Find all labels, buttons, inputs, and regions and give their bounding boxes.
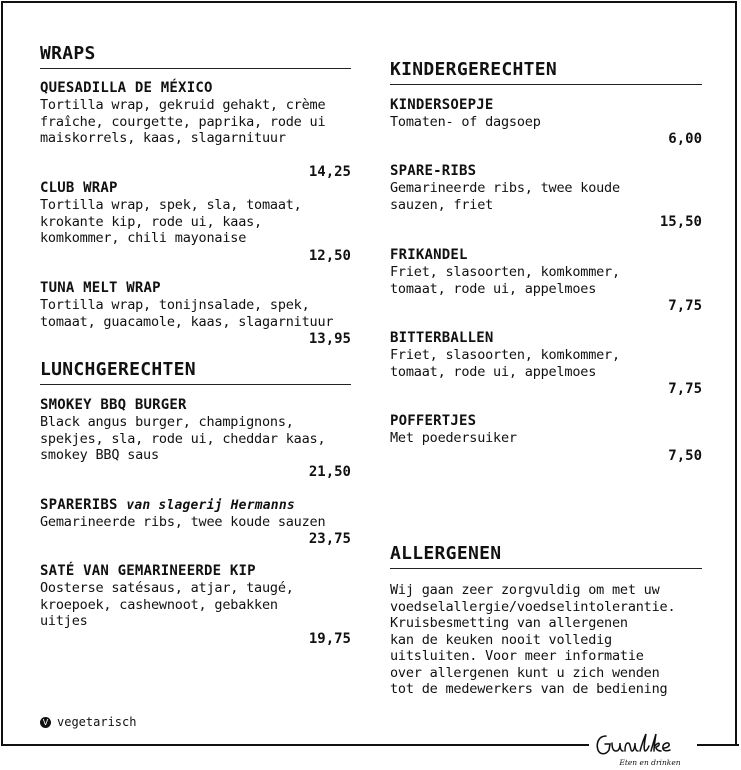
item-name-main: SPARERIBS — [40, 497, 118, 513]
menu-item-poffertjes — [390, 413, 702, 447]
item-description: Tortilla wrap, gekruid gehakt, crème fraîche, courgette, paprika, rode ui maiskorrels, kaas, slagarnituur — [40, 97, 326, 146]
item-name: POFFERTJES — [390, 413, 477, 429]
item-price: 14,25 — [308, 164, 351, 180]
item-price: 13,95 — [308, 331, 351, 347]
item-price: 15,50 — [659, 214, 702, 230]
item-price: 21,50 — [308, 464, 351, 480]
item-description: Gemarineerde ribs, twee koude sauzen, friet — [390, 180, 620, 213]
item-name: TUNA MELT WRAP — [40, 280, 161, 296]
item-name — [40, 497, 351, 514]
item-price: 12,50 — [308, 248, 351, 264]
item-description: Black angus burger, champignons, spekjes, sla, rode ui, cheddar kaas, smokey BBQ saus — [40, 414, 326, 463]
menu-item-club-wrap — [40, 180, 351, 247]
item-name: BITTERBALLEN — [390, 330, 494, 346]
menu-item-quesadilla — [40, 80, 351, 147]
item-price: 23,75 — [308, 531, 351, 547]
menu-item-bitterballen — [390, 330, 702, 380]
menu-item-spareribs — [40, 497, 351, 531]
item-name: SATÉ VAN GEMARINEERDE KIP — [40, 563, 256, 579]
menu-item-tuna-melt-wrap — [40, 280, 351, 330]
item-name: SPARE-RIBS — [390, 163, 477, 179]
menu-item-sate-kip — [40, 563, 351, 630]
menu-item-frikandel — [390, 247, 702, 297]
item-description: Friet, slasoorten, komkommer, tomaat, rode ui, appelmoes — [390, 264, 620, 297]
item-description: Tortilla wrap, tonijnsalade, spek, tomaat, guacamole, kaas, slagarnituur — [40, 297, 334, 330]
frame-bottom-left — [1, 744, 589, 746]
menu-item-smokey-bbq-burger — [40, 397, 351, 464]
section-title-allergens: ALLERGENEN — [390, 543, 702, 569]
section-title-kids: KINDERGERECHTEN — [390, 59, 702, 85]
vegetarian-legend — [40, 714, 136, 730]
item-price: 7,75 — [668, 381, 702, 397]
item-name: KINDERSOEPJE — [390, 97, 494, 113]
menu-item-kindersoepje — [390, 97, 702, 131]
svg-text:Eten en drinken: Eten en drinken — [619, 758, 681, 767]
item-price: 7,50 — [668, 448, 702, 464]
item-description: Friet, slasoorten, komkommer, tomaat, rode ui, appelmoes — [390, 347, 620, 380]
item-description: Gemarineerde ribs, twee koude sauzen — [40, 514, 326, 530]
vegetarian-icon: V — [40, 717, 51, 728]
vegetarian-label: vegetarisch — [57, 715, 137, 729]
section-title-lunch: LUNCHGERECHTEN — [40, 359, 351, 385]
item-name: CLUB WRAP — [40, 180, 118, 196]
allergen-text: Wij gaan zeer zorgvuldig om met uw voedselallergie/voedselintolerantie. Kruisbesmetting van allergenen kan de keuken nooit volledig uitsluiten. Voor meer informatie over allergenen kunt u zich wenden tot de medewerkers van de bediening — [390, 582, 676, 697]
item-price: 19,75 — [308, 631, 351, 647]
item-price: 6,00 — [668, 131, 702, 147]
section-title-wraps: WRAPS — [40, 43, 351, 69]
item-price: 7,75 — [668, 298, 702, 314]
item-name: SMOKEY BBQ BURGER — [40, 397, 187, 413]
item-name: QUESADILLA DE MÉXICO — [40, 80, 213, 96]
item-description: Tortilla wrap, spek, sla, tomaat, krokante kip, rode ui, kaas, komkommer, chili mayonaise — [40, 197, 302, 246]
item-description: Tomaten- of dagsoep — [390, 114, 541, 130]
item-name: FRIKANDEL — [390, 247, 468, 263]
item-name-subtitle: van slagerij Hermanns — [126, 498, 295, 513]
restaurant-logo — [592, 730, 698, 770]
item-description: Met poedersuiker — [390, 430, 517, 446]
frame-bottom-right — [697, 744, 739, 746]
item-description: Oosterse satésaus, atjar, taugé, kroepoek, cashewnoot, gebakken uitjes — [40, 580, 294, 629]
menu-item-spare-ribs-kids — [390, 163, 702, 213]
